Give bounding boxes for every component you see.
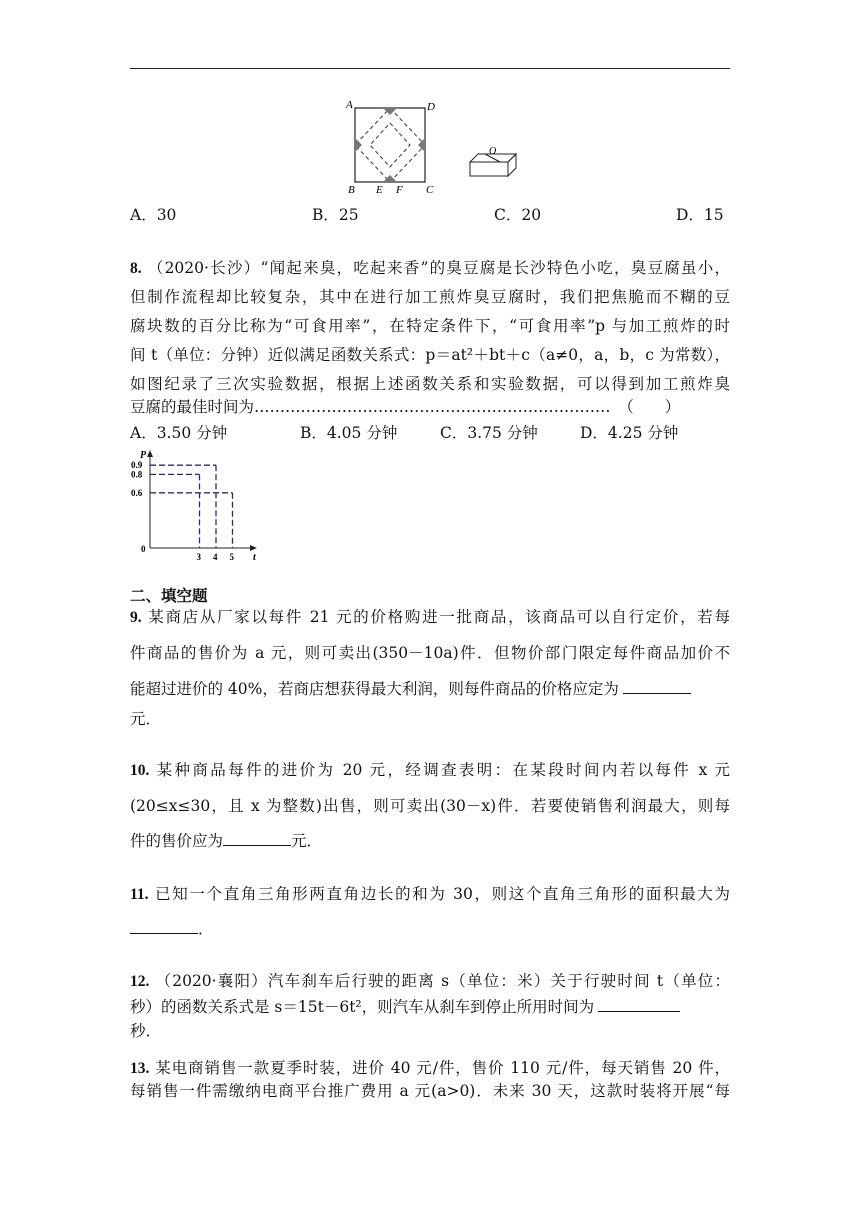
label-a: A bbox=[346, 99, 353, 111]
q7-option-d: D．15 bbox=[676, 206, 724, 224]
q13-line-1: 13. 某电商销售一款夏季时装，进价 40 元/件，售价 110 元/件，每天销售 20 件， bbox=[130, 1059, 730, 1077]
q8-option-b: B．4.05 分钟 bbox=[300, 424, 398, 442]
shaded-top bbox=[383, 108, 397, 115]
label-e: E bbox=[376, 184, 383, 196]
frying-time-chart bbox=[128, 448, 268, 560]
label-c: C bbox=[426, 184, 434, 196]
box-figure bbox=[470, 146, 516, 176]
q9-line-4: 元． bbox=[130, 710, 162, 728]
label-f: F bbox=[396, 184, 403, 196]
q12-line-2: 秒）的函数关系式是 s＝15t－6t²，则汽车从刹车到停止所用时间为 bbox=[130, 996, 730, 1018]
label-b: B bbox=[348, 184, 355, 196]
header-rule bbox=[130, 68, 730, 69]
q9-answer-blank bbox=[623, 679, 691, 694]
x-axis-arrow bbox=[250, 545, 257, 551]
q8-line-1: 8. （2020·长沙）“闻起来臭，吃起来香”的臭豆腐是长沙特色小吃，臭豆腐虽小， bbox=[130, 259, 730, 277]
q8-line-2: 但制作流程却比较复杂，其中在进行加工煎炸臭豆腐时，我们把焦脆而不糊的豆 bbox=[130, 288, 730, 306]
q8-line-6: 豆腐的最佳时间为…………………………………………………………… （ ） bbox=[130, 398, 681, 416]
shaded-left bbox=[355, 138, 362, 152]
y-axis-arrow bbox=[147, 450, 153, 457]
label-d: D bbox=[427, 101, 435, 113]
shaded-bottom bbox=[383, 175, 397, 182]
q12-line-3: 秒． bbox=[130, 1022, 162, 1040]
q8-line-4: 间 t（单位：分钟）近似满足函数关系式：p＝at²＋bt＋c（a≠0，a，b，c 为常数）， bbox=[130, 346, 730, 364]
x-tick-0: 3 bbox=[196, 552, 201, 560]
q8-option-c: C．3.75 分钟 bbox=[440, 424, 538, 442]
y-tick-0: 0.9 bbox=[131, 460, 143, 471]
dashed-inner-diamond bbox=[370, 123, 410, 167]
q7-option-c: C．20 bbox=[494, 206, 542, 224]
origin-label: 0 bbox=[141, 544, 146, 554]
q13-number: 13. bbox=[130, 1060, 150, 1077]
x-axis-label: t bbox=[253, 552, 256, 560]
q9-number: 9. bbox=[130, 609, 142, 626]
q11-line-1: 11. 已知一个直角三角形两直角边长的和为 30，则这个直角三角形的面积最大为 bbox=[130, 885, 730, 903]
q12-answer-blank bbox=[598, 997, 680, 1012]
q12-line-1: 12. （2020·襄阳）汽车刹车后行驶的距离 s（单位：米）关于行驶时间 t（单位： bbox=[130, 972, 730, 990]
q11-answer-blank bbox=[130, 919, 198, 934]
q8-number: 8. bbox=[130, 260, 142, 277]
q10-number: 10. bbox=[130, 762, 150, 779]
q8-option-a: A．3.50 分钟 bbox=[130, 424, 228, 442]
q8-line-5: 如图纪录了三次实验数据，根据上述函数关系和实验数据，可以得到加工煎炸臭 bbox=[130, 375, 730, 393]
q10-line-3: 件的售价应为 元． bbox=[130, 832, 323, 850]
q11-line-2: ． bbox=[130, 918, 730, 940]
dashed-diamond bbox=[355, 108, 425, 182]
x-tick-2: 5 bbox=[229, 552, 234, 560]
section-title: 二、填空题 bbox=[130, 587, 208, 605]
shaded-right bbox=[418, 138, 425, 152]
outer-square bbox=[355, 108, 425, 182]
q9-line-1: 9. 某商店从厂家以每件 21 元的价格购进一批商品，该商品可以自行定价，若每 bbox=[130, 608, 730, 626]
y-tick-1: 0.8 bbox=[131, 469, 143, 480]
q10-answer-blank bbox=[223, 831, 291, 846]
q12-number: 12. bbox=[130, 973, 150, 990]
box-folding-figure bbox=[340, 96, 530, 196]
q8-line-3: 腐块数的百分比称为“可食用率”，在特定条件下，“可食用率”p 与加工煎炸的时 bbox=[130, 317, 730, 335]
q11-number: 11. bbox=[130, 886, 149, 903]
q9-line-2: 件商品的售价为 a 元，则可卖出(350－10a)件．但物价部门限定每件商品加价不 bbox=[130, 644, 730, 662]
q9-line-3: 能超过进价的 40%，若商店想获得最大利润，则每件商品的价格应定为 bbox=[130, 678, 730, 700]
label-o: O bbox=[489, 146, 497, 157]
q10-line-1: 10. 某种商品每件的进价为 20 元，经调查表明：在某段时间内若以每件 x 元 bbox=[130, 761, 730, 779]
q8-option-d: D．4.25 分钟 bbox=[580, 424, 679, 442]
x-tick-1: 4 bbox=[213, 552, 218, 560]
y-axis-label: P bbox=[140, 450, 147, 461]
q7-option-b: B．25 bbox=[312, 206, 359, 224]
y-tick-2: 0.6 bbox=[131, 487, 143, 498]
q10-line-2: (20≤x≤30，且 x 为整数)出售，则可卖出(30－x)件．若要使销售利润最大，则每 bbox=[130, 797, 730, 815]
q13-line-2: 每销售一件需缴纳电商平台推广费用 a 元(a>0)．未来 30 天，这款时装将开展“每 bbox=[130, 1082, 730, 1100]
q7-option-a: A．30 bbox=[130, 206, 177, 224]
